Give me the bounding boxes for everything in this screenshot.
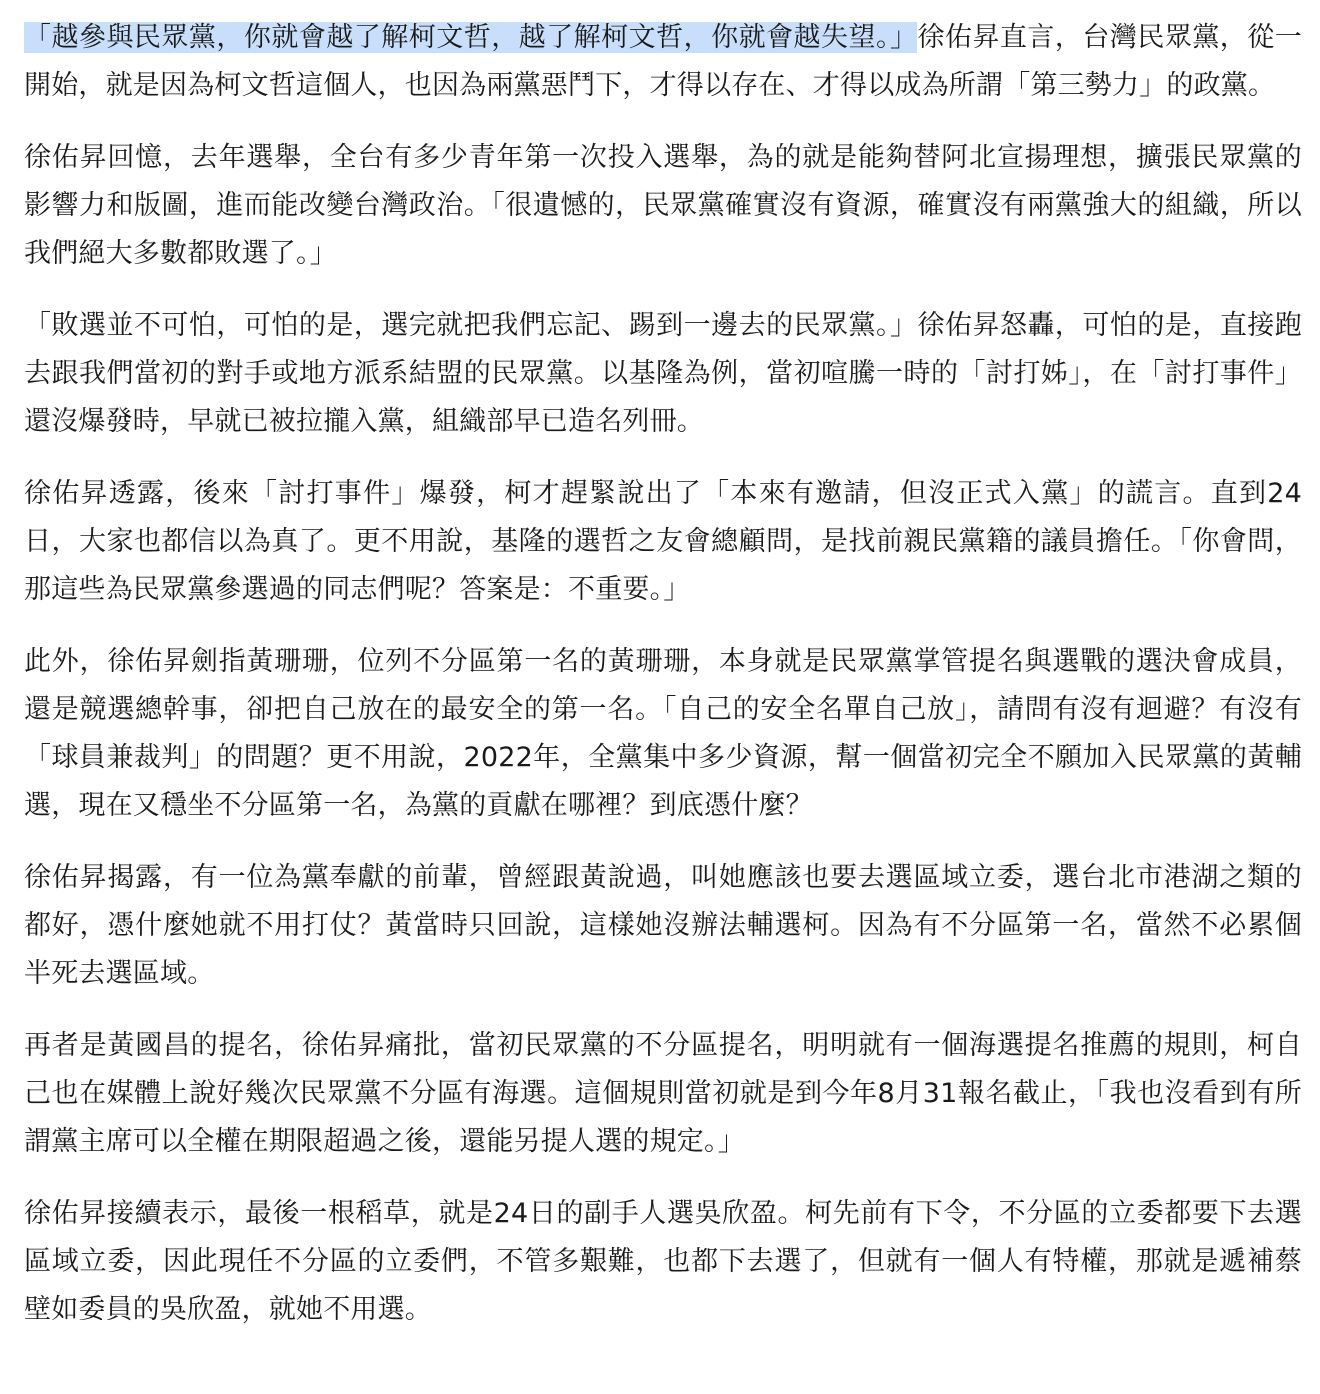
highlighted-quote[interactable]: 「越參與民眾黨，你就會越了解柯文哲，越了解柯文哲，你就會越失望。」 [24,22,918,53]
paragraph-7 [24,1022,1302,1166]
paragraph-text: 徐佑昇揭露，有一位為黨奉獻的前輩，曾經跟黃說過，叫她應該也要去選區域立委，選台北市港湖之類的都好，憑什麼她就不用打仗？黃當時只回說，這樣她沒辦法輔選柯。因為有不分區第一名，當然不必累個半死去選區域。 [24,862,1302,989]
paragraph-8 [24,1190,1302,1334]
paragraph-text: 徐佑昇透露，後來「討打事件」爆發，柯才趕緊說出了「本來有邀請，但沒正式入黨」的謊言。直到24日，大家也都信以為真了。更不用說，基隆的選哲之友會總顧問，是找前親民黨籍的議員擔任。「你會問，那這些為民眾黨參選過的同志們呢？答案是：不重要。」 [24,478,1302,605]
paragraph-3 [24,302,1302,446]
paragraph-6 [24,854,1302,998]
paragraph-text: 徐佑昇回憶，去年選舉，全台有多少青年第一次投入選舉，為的就是能夠替阿北宣揚理想，擴張民眾黨的影響力和版圖，進而能改變台灣政治。「很遺憾的，民眾黨確實沒有資源，確實沒有兩黨強大的組織，所以我們絕大多數都敗選了。」 [24,142,1302,269]
article-body [24,14,1302,1358]
paragraph-5 [24,638,1302,830]
paragraph-text: 此外，徐佑昇劍指黃珊珊，位列不分區第一名的黃珊珊，本身就是民眾黨掌管提名與選戰的選決會成員，還是競選總幹事，卻把自己放在的最安全的第一名。「自己的安全名單自己放」，請問有沒有迴避？有沒有「球員兼裁判」的問題？更不用說，2022年，全黨集中多少資源，幫一個當初完全不願加入民眾黨的黃輔選，現在又穩坐不分區第一名，為黨的貢獻在哪裡？到底憑什麼？ [24,646,1302,821]
paragraph-text: 「敗選並不可怕，可怕的是，選完就把我們忘記、踢到一邊去的民眾黨。」徐佑昇怒轟，可怕的是，直接跑去跟我們當初的對手或地方派系結盟的民眾黨。以基隆為例，當初喧騰一時的「討打姊」，在「討打事件」還沒爆發時，早就已被拉攏入黨，組織部早已造名列冊。 [24,310,1302,437]
paragraph-1 [24,14,1302,110]
paragraph-text: 徐佑昇接續表示，最後一根稻草，就是24日的副手人選吳欣盈。柯先前有下令，不分區的立委都要下去選區域立委，因此現任不分區的立委們，不管多艱難，也都下去選了，但就有一個人有特權，那就是遞補蔡壁如委員的吳欣盈，就她不用選。 [24,1198,1302,1325]
paragraph-text: 再者是黃國昌的提名，徐佑昇痛批，當初民眾黨的不分區提名，明明就有一個海選提名推薦的規則，柯自己也在媒體上說好幾次民眾黨不分區有海選。這個規則當初就是到今年8月31報名截止，「我也沒看到有所謂黨主席可以全權在期限超過之後，還能另提人選的規定。」 [24,1030,1302,1157]
paragraph-text: 徐佑昇直言，台灣民眾黨，從一開始，就是因為柯文哲這個人，也因為兩黨惡鬥下，才得以存在、才得以成為所謂「第三勢力」的政黨。 [24,22,1302,101]
paragraph-4 [24,470,1302,614]
paragraph-2 [24,134,1302,278]
